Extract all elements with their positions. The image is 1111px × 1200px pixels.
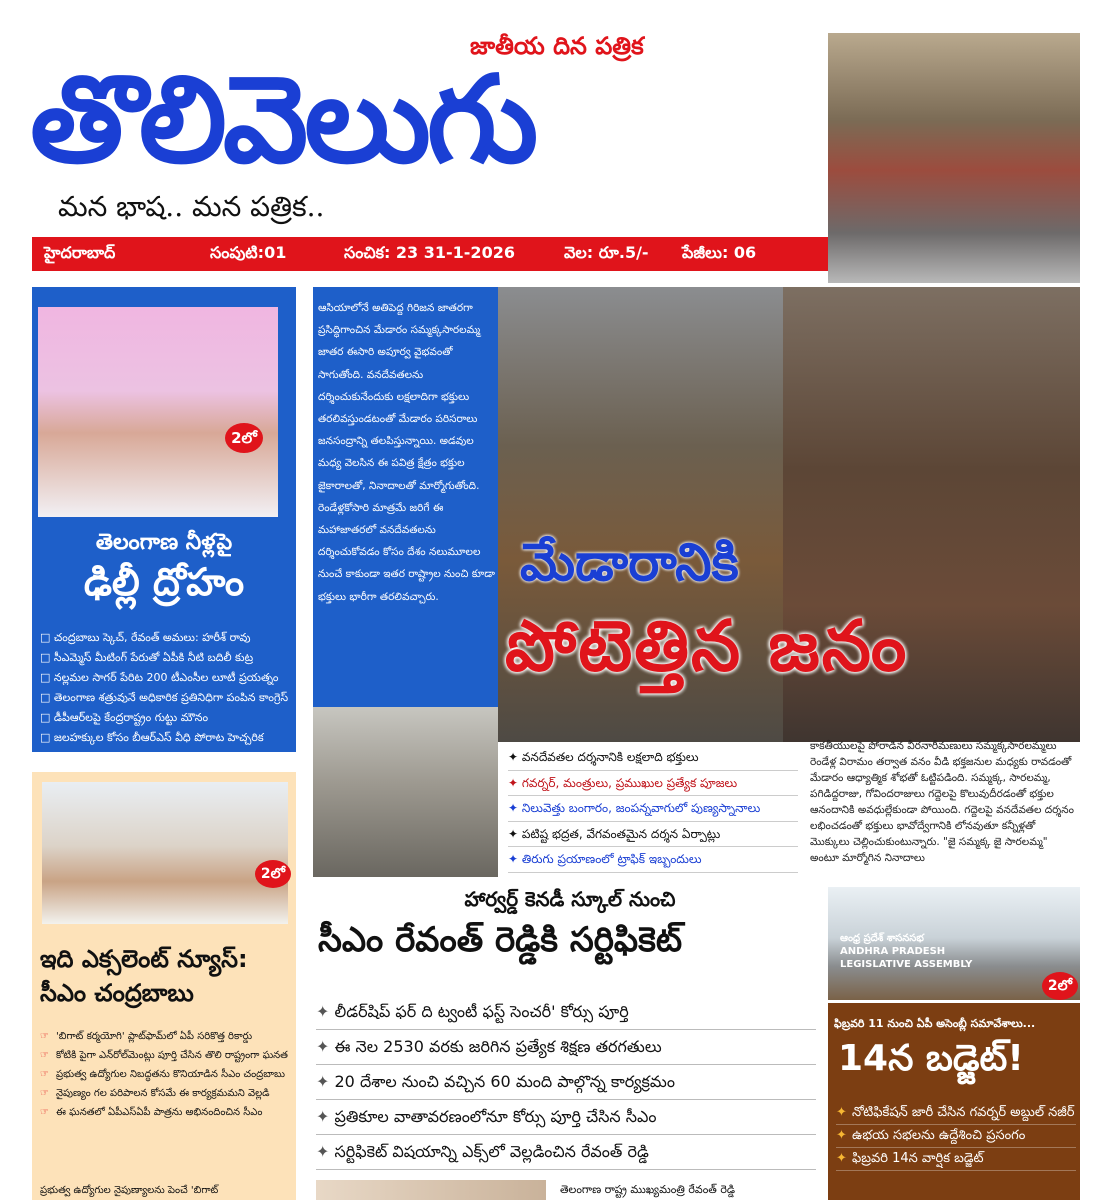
volume-label: సంపుటి:01 [210, 242, 287, 262]
issue-date-label: సంచిక: 23 31-1-2026 [344, 242, 515, 262]
page-ref-badge[interactable]: 2లో [255, 860, 291, 888]
price-label: వెల: రూ.5/- [564, 242, 649, 262]
revanth-story-body: తెలంగాణ రాష్ట్ర ముఖ్యమంత్రి రేవంత్ రెడ్డి [560, 1183, 736, 1196]
list-item: □ సీఎమ్మెస్ మీటింగ్ పేరుతో ఏపీకి నీటి బదిలీ కుట్ర [40, 648, 292, 668]
left-story2-bullets [40, 1030, 290, 1125]
list-item: ✦ లీడర్‌షిప్ ఫర్ ది ట్వంటీ ఫస్ట్ సెంచరీ' కోర్సు పూర్తి [316, 995, 816, 1030]
headline-line: సీఎం చంద్రబాబు [40, 979, 194, 1007]
sign-line: ఆంధ్ర ప్రదేశ్ శాసనసభ [840, 933, 924, 944]
revanth-story-photo [316, 1180, 546, 1200]
list-item: □ చంద్రబాబు స్కెచ్, రేవంత్ అమలు: హరీశ్ రావు [40, 628, 292, 648]
list-item: ✦ 20 దేశాల నుంచి వచ్చిన 60 మంది పాల్గొన్న కార్యక్రమం [316, 1065, 816, 1100]
feature-paragraph: కాకతీయులపై పోరాడిన వీరనారీమణులు సమ్మక్కసారలమ్మలు రెండేళ్ల విరామం తర్వాత వనం వీడి భక్తజనుల మధ్యకు రావడంతో మేడారం ఆధ్యాత్మిక శోభతో ఓట్టిపడింది. సమ్మక్క, సారలమ్మ, పగిడిద్దరాజు, గోవిందరాజులు గద్దెలపై కొలువుదీరడంతో భక్తుల ఆనందానికి అవధుల్లేకుండా పోయింది. గద్దెలపై వనదేవతల దర్శనం లభించడంతో భక్తులు భావోద్వేగానికి లోనవుతూ కన్నీళ్లతో మొక్కులు చెల్లించుకుంటున్నారు. "జై సమ్మక్క జై సారలమ్మ" అంటూ మార్మోగిన నినాదాలు [810, 740, 1074, 864]
feature-intro-text: ఆసియాలోనే అతిపెద్ద గిరిజన జాతరగా ప్రసిద్ధిగాంచిన మేడారం సమ్మక్కసారలమ్మ జాతర ఈసారి అపూర్వ వైభవంతో సాగుతోంది. వనదేవతలను దర్శించుకునేందుకు లక్షలాదిగా భక్తులు తరలివస్తుండటంతో మేడారం పరిసరాలు జనసంద్రాన్ని తలపిస్తున్నాయి. అడవుల మధ్య వెలసిన ఈ పవిత్ర క్షేత్రం భక్తుల జైకారాలతో, నినాదాలతో మార్మోగుతోంది. రెండేళ్లకోసారి మాత్రమే జరిగే ఈ మహాజాతరలో వనదేవతలను దర్శించుకోవడం కోసం దేశం నలుమూలల నుంచే కాకుండా ఇతర రాష్ట్రాల నుంచి కూడా భక్తులు భారీగా తరలివచ్చారు. [318, 302, 495, 603]
list-item: ✦ గవర్నర్, మంత్రులు, ప్రముఖుల ప్రత్యేక పూజలు [508, 771, 798, 797]
list-item: ✦ ఈ నెల 2530 వరకు జరిగిన ప్రత్యేక శిక్షణ తరగతులు [316, 1030, 816, 1065]
list-item: ☞ 'బిగాట్ కర్మయోగి' ప్లాట్‌ఫామ్‌లో ఏపీ సరికొత్త రికార్డు [40, 1030, 290, 1043]
list-item: □ జలహక్కుల కోసం బీఆర్ఎస్ వీధి పోరాట హెచ్చరిక [40, 728, 292, 748]
list-item: ✦ సర్టిఫికెట్ విషయాన్ని ఎక్స్‌లో వెల్లడించిన రేవంత్ రెడ్డి [316, 1135, 816, 1170]
left-story2-headline[interactable] [40, 942, 290, 1010]
pages-label: పేజీలు: 06 [682, 242, 757, 262]
sign-line: ANDHRA PRADESH [840, 946, 946, 957]
list-item: ✦ ఉభయ సభలను ఉద్దేశించి ప్రసంగం [836, 1125, 1076, 1148]
issue-info-bar [32, 237, 828, 271]
list-item: ☞ నైపుణ్యం గల పరిపాలన కోసమే ఈ కార్యక్రమమని వెల్లడి [40, 1087, 290, 1100]
revanth-story-headline[interactable]: సీఎం రేవంత్ రెడ్డికి సర్టిఫికెట్ [318, 920, 683, 960]
assembly-sign [840, 932, 972, 971]
list-item: ☞ ప్రభుత్వ ఉద్యోగుల నిబద్ధతను కొనియాడిన సీఎం చంద్రబాబు [40, 1068, 290, 1081]
left-story1-bullets [40, 628, 292, 748]
list-item: ✦ నోటిఫికేషన్ జారీ చేసిన గవర్నర్ అబ్దుల్ నజీర్ [836, 1102, 1076, 1125]
top-right-photo [828, 33, 1080, 283]
list-item: ✦ ప్రతికూల వాతావరణంలోనూ కోర్సు పూర్తి చేసిన సీఎం [316, 1100, 816, 1135]
revanth-story-kicker: హార్వర్డ్ కెనడీ స్కూల్ నుంచి [464, 887, 676, 911]
list-item: □ డీపీఆర్‌లపై కేంద్రరాష్ట్రం గుట్టు మౌనం [40, 708, 292, 728]
list-item: ✦ ఫిబ్రవరి 14న వార్షిక బడ్జెట్ [836, 1148, 1076, 1171]
list-item: □ తెలంగాణ శత్రువునే అధికారిక ప్రతినిధిగా పంపిన కాంగ్రెస్ [40, 688, 292, 708]
sign-line: LEGISLATIVE ASSEMBLY [840, 959, 973, 970]
ap-story-kicker: ఫిబ్రవరి 11 నుంచి ఏపీ అసెంబ్లీ సమావేశాలు... [834, 1017, 1036, 1030]
list-item: ✦ నిలువెత్తు బంగారం, జంపన్నవాగులో పుణ్యస్నానాలు [508, 796, 798, 822]
feature-headline-small: మేడారానికి [520, 532, 739, 593]
masthead-subtitle: జాతీయ దిన పత్రిక [470, 32, 644, 60]
list-item: ✦ వనదేవతల దర్శనానికి లక్షలాది భక్తులు [508, 745, 798, 771]
left-story2-photo [42, 782, 288, 924]
masthead-tagline: మన భాష.. మన పత్రిక.. [58, 190, 325, 223]
list-item: ☞ కోటికి పైగా ఎన్‌రోల్‌మెంట్లు పూర్తి చేసిన తొలి రాష్ట్రంగా ఘనత [40, 1049, 290, 1062]
masthead-title: తొలివెలుగు [30, 51, 535, 190]
left-story1-headline[interactable]: ఢిల్లీ ద్రోహం [83, 560, 245, 604]
ap-story-headline[interactable]: 14న బడ్జెట్! [838, 1038, 1024, 1079]
list-item: □ నల్లమల సాగర్ పేరిట 200 టీఎంసీల లూటీ ప్రయత్నం [40, 668, 292, 688]
list-item: ✦ తిరుగు ప్రయాణంలో ట్రాఫిక్ ఇబ్బందులు [508, 847, 798, 873]
page-ref-badge[interactable]: 2లో [1042, 972, 1078, 1000]
page-ref-badge[interactable]: 2లో [225, 423, 263, 453]
city-label: హైదరాబాద్ [44, 242, 116, 262]
left-story1-photo [38, 307, 278, 517]
revanth-story-bullets [316, 995, 816, 1170]
left-story2-body: ప్రభుత్వ ఉద్యోగుల నైపుణ్యాలను పెంచే 'బిగాట్ [40, 1185, 219, 1196]
ap-story-bullets [836, 1102, 1076, 1171]
feature-headline[interactable]: పోటెత్తిన జనం [505, 605, 909, 687]
feature-bullets [508, 745, 798, 873]
headline-line: ఇది ఎక్సలెంట్ న్యూస్: [40, 945, 248, 973]
list-item: ☞ ఈ ఘనతలో ఏపీఎస్ఏపీ పాత్రను అభినందించిన సీఎం [40, 1106, 290, 1119]
feature-river-photo [313, 707, 498, 877]
left-story1-kicker: తెలంగాణ నీళ్లపై [95, 530, 233, 555]
list-item: ✦ పటిష్ట భద్రత, వేగవంతమైన దర్శన ఏర్పాట్లు [508, 822, 798, 848]
